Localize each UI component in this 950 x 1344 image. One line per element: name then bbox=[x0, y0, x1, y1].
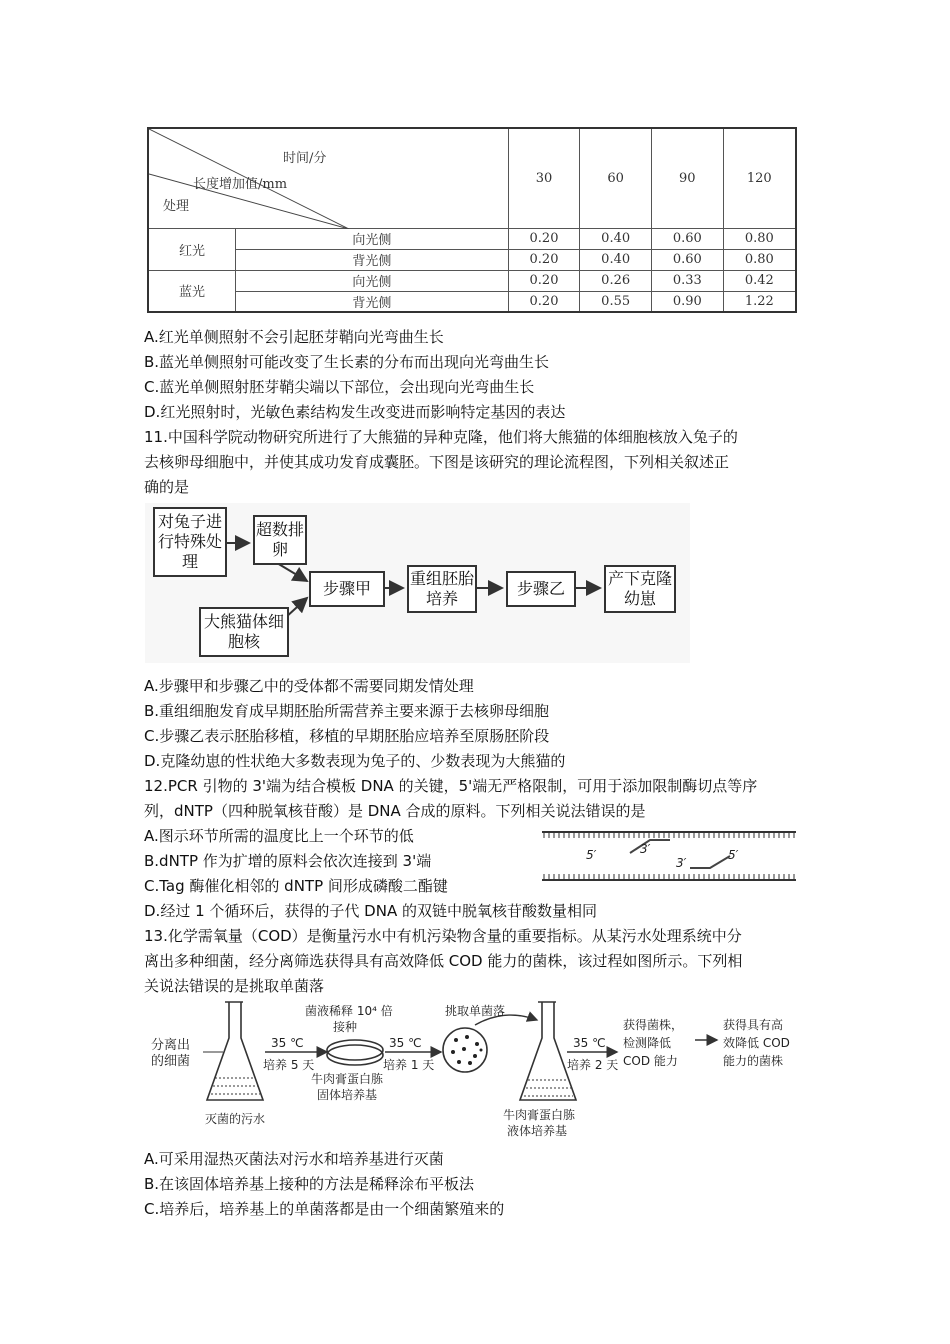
growth-table bbox=[147, 127, 797, 313]
header-length: 长度增加值/mm bbox=[193, 177, 288, 192]
side-label: 背光侧 bbox=[236, 249, 509, 270]
label-top-3: 3′ bbox=[640, 842, 651, 856]
value-cell: 0.40 bbox=[580, 228, 652, 249]
label-top-5: 5′ bbox=[586, 848, 597, 862]
q12-stem-1: 12.PCR 引物的 3'端为结合模板 DNA 的关键，5'端无严格限制，可用于添加限制酶切点等序 bbox=[144, 777, 758, 795]
label-bot-3: 3′ bbox=[676, 856, 687, 870]
get2-1: 获得具有高 bbox=[723, 1018, 784, 1032]
q12-option-d: D.经过 1 个循环后，获得的子代 DNA 的双链中脱氧核苷酸数量相同 bbox=[144, 902, 597, 920]
temp-3: 35 ℃ bbox=[573, 1036, 606, 1050]
primer-bottom bbox=[690, 856, 730, 868]
label-bot-5: 5′ bbox=[728, 848, 739, 862]
value-cell: 0.42 bbox=[723, 270, 796, 291]
value-cell: 0.20 bbox=[508, 291, 580, 312]
q13-stem-2: 离出多种细菌，经分离筛选获得具有高效降低 COD 能力的菌株，该过程如图所示。下列相 bbox=[144, 952, 743, 970]
flow-clone-birth: 产下克隆幼崽 bbox=[604, 565, 676, 613]
q12-option-c: C.Tag 酶催化相邻的 dNTP 间形成磷酸二酯键 bbox=[144, 877, 448, 895]
side-label: 向光侧 bbox=[236, 270, 509, 291]
temp-2: 35 ℃ bbox=[389, 1036, 422, 1050]
q12-stem-2: 列，dNTP（四种脱氧核苷酸）是 DNA 合成的原料。下列相关说法错误的是 bbox=[144, 802, 646, 820]
petri-dish bbox=[327, 1045, 383, 1065]
q10-option-a: A.红光单侧照射不会引起胚芽鞘向光弯曲生长 bbox=[144, 328, 444, 346]
value-cell: 0.90 bbox=[651, 291, 723, 312]
q11-option-a: A.步骤甲和步骤乙中的受体都不需要同期发情处理 bbox=[144, 677, 474, 695]
isolated-1: 分离出 bbox=[151, 1038, 191, 1053]
value-cell: 0.55 bbox=[580, 291, 652, 312]
temp-1: 35 ℃ bbox=[271, 1036, 304, 1050]
isolated-2: 的细菌 bbox=[151, 1054, 191, 1069]
q13-stem-3: 关说法错误的是挑取单菌落 bbox=[144, 977, 325, 995]
q11-option-b: B.重组细胞发育成早期胚胎所需营养主要来源于去核卵母细胞 bbox=[144, 702, 550, 720]
time-60: 60 bbox=[580, 128, 652, 228]
dilute-1: 菌液稀释 10⁴ 倍 bbox=[305, 1004, 393, 1018]
flow-embryo-culture: 重组胚胎培养 bbox=[407, 565, 477, 613]
time-90: 90 bbox=[651, 128, 723, 228]
q13-stem-1: 13.化学需氧量（COD）是衡量污水中有机污染物含量的重要指标。从某污水处理系统中分 bbox=[144, 927, 742, 945]
side-label: 背光侧 bbox=[236, 291, 509, 312]
q12-option-a: A.图示环节所需的温度比上一个环节的低 bbox=[144, 827, 414, 845]
get1-2: 检测降低 bbox=[623, 1036, 672, 1050]
solid-label-2: 固体培养基 bbox=[317, 1088, 378, 1102]
liquid-label-2: 液体培养基 bbox=[507, 1124, 568, 1138]
pick-colony: 挑取单菌落 bbox=[445, 1004, 506, 1018]
flowchart bbox=[145, 503, 690, 663]
value-cell: 0.20 bbox=[508, 249, 580, 270]
q11-stem-2: 去核卵母细胞中，并使其成功发育成囊胚。下图是该研究的理论流程图，下列相关叙述正 bbox=[144, 453, 730, 471]
value-cell: 0.26 bbox=[580, 270, 652, 291]
value-cell: 0.33 bbox=[651, 270, 723, 291]
get1-1: 获得菌株， bbox=[623, 1018, 684, 1032]
sewage-label: 灭菌的污水 bbox=[205, 1112, 266, 1126]
get1-3: COD 能力 bbox=[623, 1054, 678, 1068]
get2-2: 效降低 COD bbox=[723, 1036, 790, 1050]
pcr-strands bbox=[540, 826, 798, 886]
value-cell: 0.20 bbox=[508, 270, 580, 291]
time-30: 30 bbox=[508, 128, 580, 228]
value-cell: 0.80 bbox=[723, 249, 796, 270]
q11-option-c: C.步骤乙表示胚胎移植，移植的早期胚胎应培养至原肠胚阶段 bbox=[144, 727, 550, 745]
flow-panda-nucleus: 大熊猫体细胞核 bbox=[199, 607, 289, 657]
value-cell: 0.60 bbox=[651, 249, 723, 270]
q11-option-d: D.克隆幼崽的性状绝大多数表现为兔子的、少数表现为大熊猫的 bbox=[144, 752, 566, 770]
value-cell: 0.80 bbox=[723, 228, 796, 249]
side-label: 向光侧 bbox=[236, 228, 509, 249]
culture-5days: 培养 5 天 bbox=[263, 1058, 315, 1072]
q11-stem-3: 确的是 bbox=[144, 478, 190, 496]
value-cell: 0.60 bbox=[651, 228, 723, 249]
value-cell: 0.40 bbox=[580, 249, 652, 270]
flask-sewage bbox=[207, 1002, 263, 1100]
value-cell: 0.20 bbox=[508, 228, 580, 249]
header-treat: 处理 bbox=[163, 199, 190, 214]
pcr-diagram bbox=[540, 826, 798, 886]
q11-stem-1: 11.中国科学院动物研究所进行了大熊猫的异种克隆，他们将大熊猫的体细胞核放入兔子的 bbox=[144, 428, 738, 446]
get2-3: 能力的菌株 bbox=[723, 1054, 784, 1068]
q13-option-a: A.可采用湿热灭菌法对污水和培养基进行灭菌 bbox=[144, 1150, 444, 1168]
flow-rabbit-treatment: 对兔子进行特殊处理 bbox=[153, 507, 227, 577]
q13-option-b: B.在该固体培养基上接种的方法是稀释涂布平板法 bbox=[144, 1175, 475, 1193]
group-blue: 蓝光 bbox=[148, 270, 236, 312]
culture-1day: 培养 1 天 bbox=[383, 1058, 435, 1072]
q10-option-c: C.蓝光单侧照射胚芽鞘尖端以下部位，会出现向光弯曲生长 bbox=[144, 378, 535, 396]
table-header-diagonal-cell bbox=[148, 128, 508, 228]
q10-option-d: D.红光照射时，光敏色素结构发生改变进而影响特定基因的表达 bbox=[144, 403, 566, 421]
solid-label-1: 牛肉膏蛋白胨 bbox=[311, 1072, 384, 1086]
time-120: 120 bbox=[723, 128, 796, 228]
header-time: 时间/分 bbox=[283, 151, 327, 166]
q12-option-b: B.dNTP 作为扩增的原料会依次连接到 3'端 bbox=[144, 852, 432, 870]
liquid-label-1: 牛肉膏蛋白胨 bbox=[503, 1108, 576, 1122]
dilute-2: 接种 bbox=[333, 1020, 358, 1034]
flow-step-b: 步骤乙 bbox=[506, 571, 576, 607]
cod-diagram bbox=[145, 1000, 815, 1140]
q10-option-b: B.蓝光单侧照射可能改变了生长素的分布而出现向光弯曲生长 bbox=[144, 353, 550, 371]
group-red: 红光 bbox=[148, 228, 236, 270]
culture-2days: 培养 2 天 bbox=[567, 1058, 619, 1072]
flow-superovulation: 超数排卵 bbox=[253, 515, 307, 565]
value-cell: 1.22 bbox=[723, 291, 796, 312]
q13-option-c: C.培养后，培养基上的单菌落都是由一个细菌繁殖来的 bbox=[144, 1200, 505, 1218]
flow-step-a: 步骤甲 bbox=[309, 571, 385, 607]
